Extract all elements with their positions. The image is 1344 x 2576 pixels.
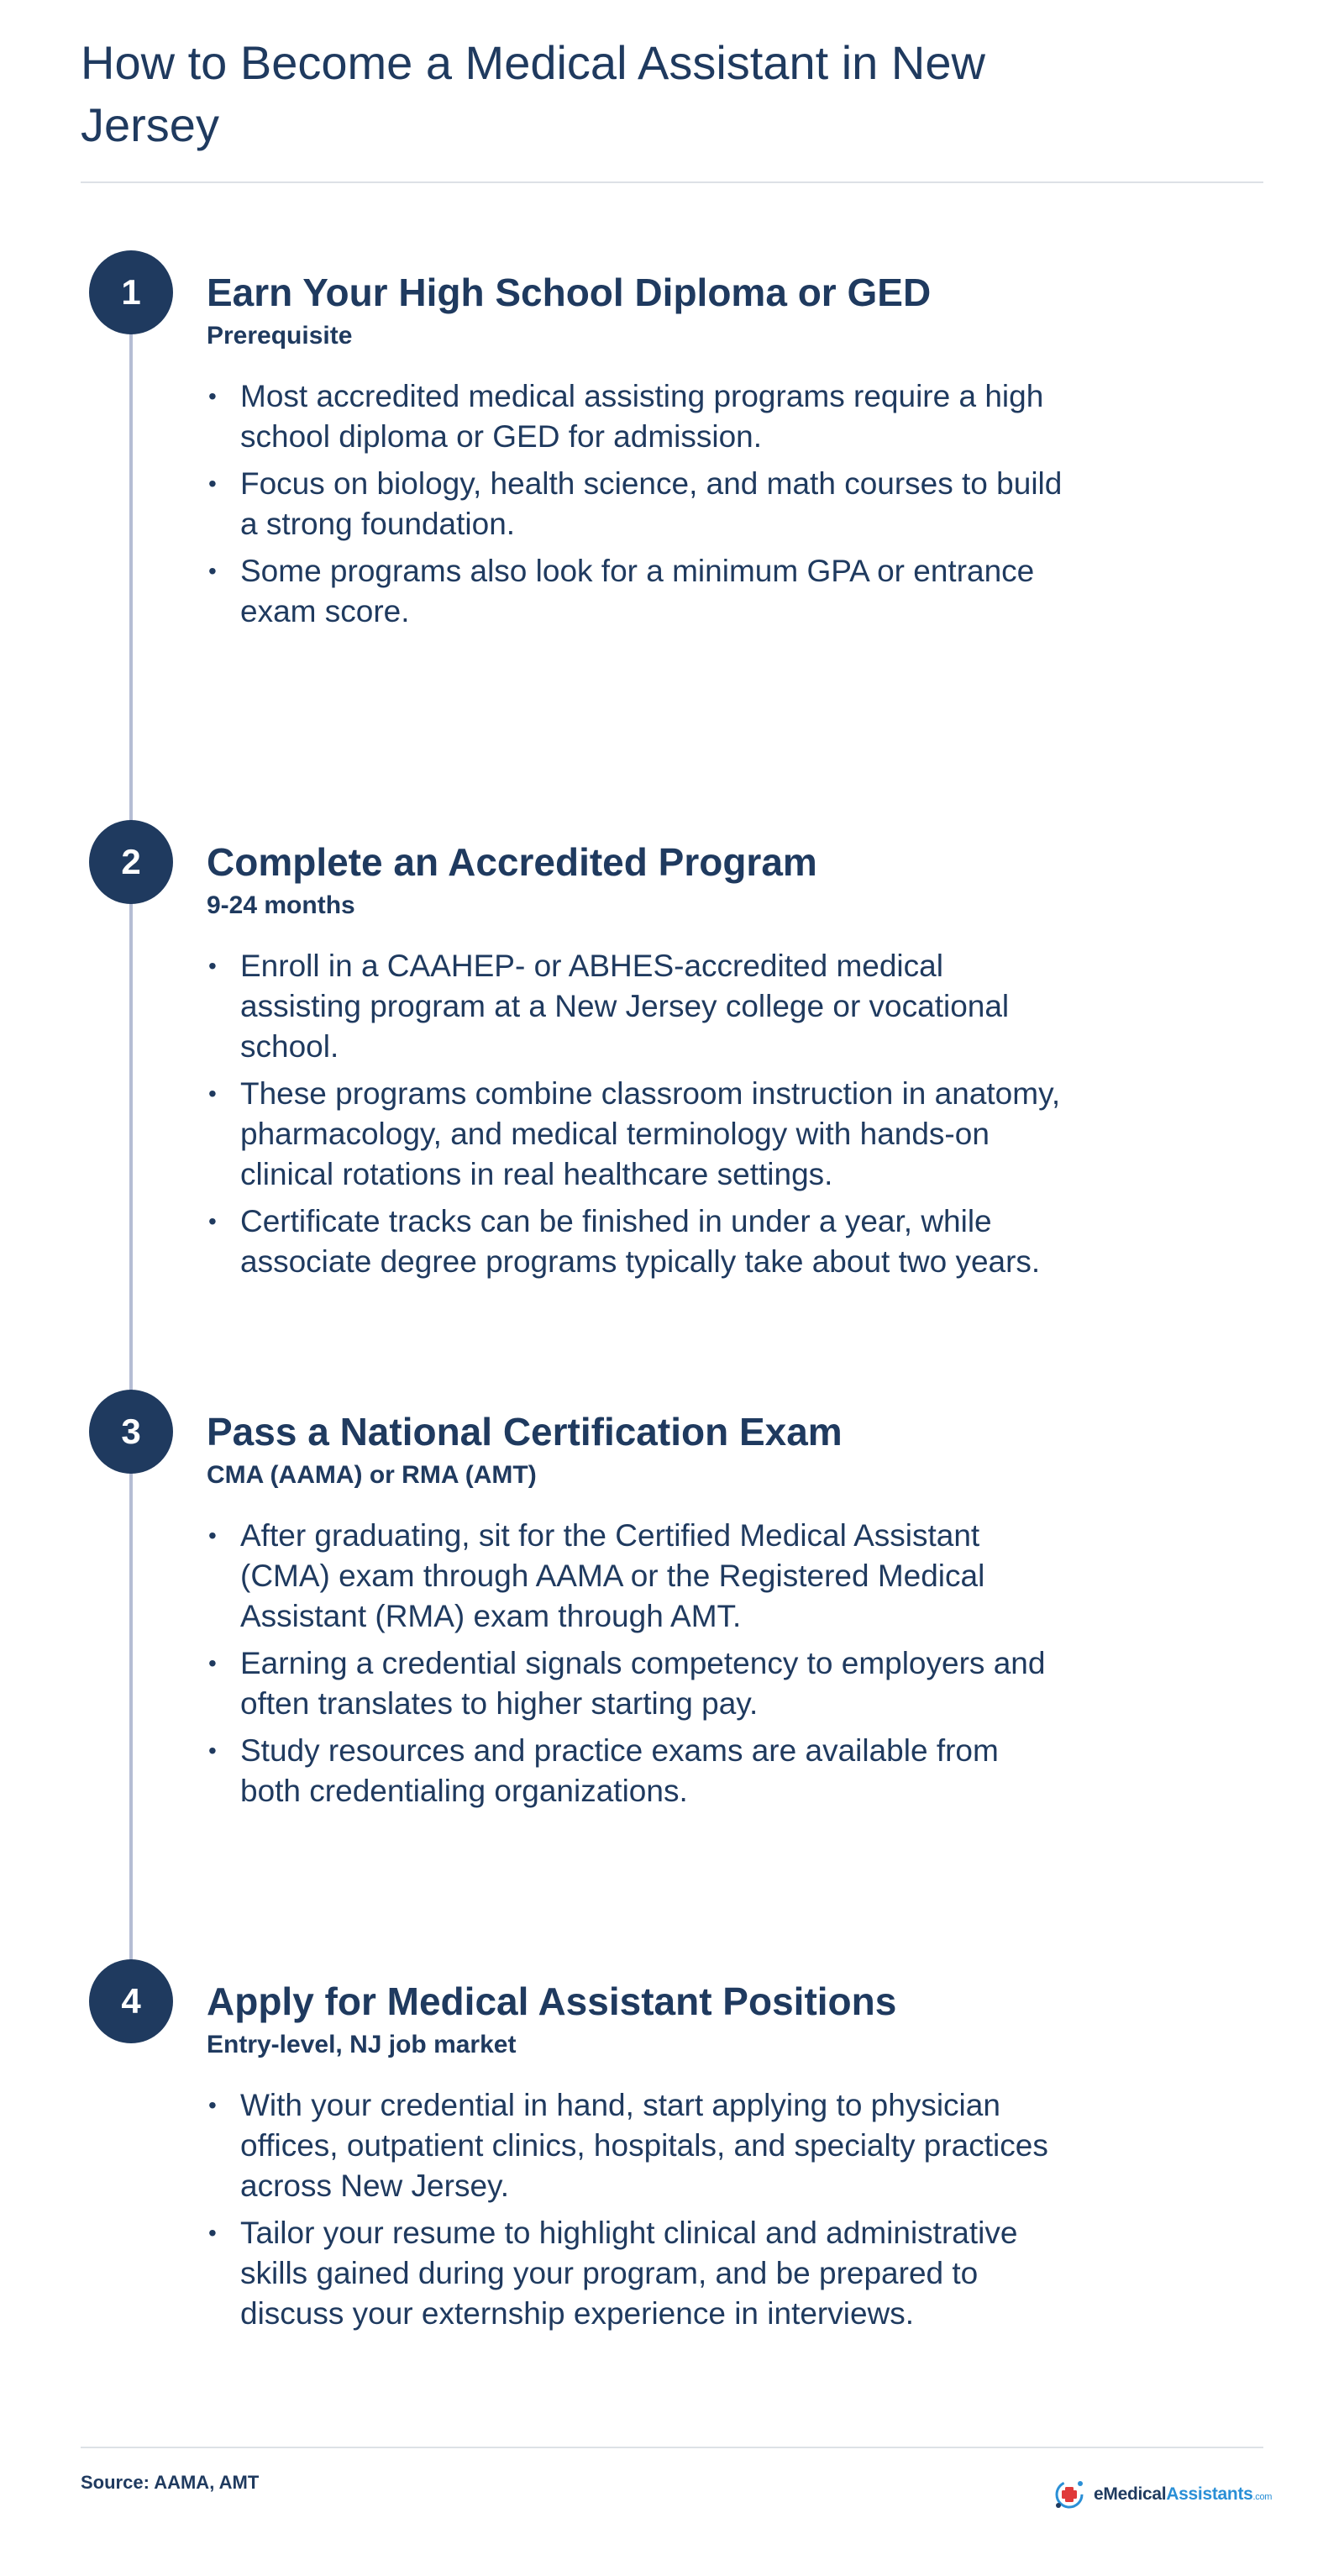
step-number-badge: 2 xyxy=(89,820,173,904)
bullet-item: • Earning a credential signals competency to employers and often translates to higher starting pay. xyxy=(207,1643,1063,1724)
step-title: Apply for Medical Assistant Positions xyxy=(207,1979,897,2023)
bullet-item: • These programs combine classroom instruction in anatomy, pharmacology, and medical terminology with hands-on clinical rotations in real healthcare settings. xyxy=(207,1074,1063,1195)
timeline-line xyxy=(129,292,133,2003)
bullet-item: • Some programs also look for a minimum GPA or entrance exam score. xyxy=(207,551,1063,632)
bullet-item: • Tailor your resume to highlight clinical and administrative skills gained during your program, and be prepared to discuss your externship experience in interviews. xyxy=(207,2213,1063,2334)
step-bullet-list xyxy=(207,946,1063,1289)
bullet-item: • Most accredited medical assisting programs require a high school diploma or GED for admission. xyxy=(207,376,1063,457)
brand-name-part1: eMedical xyxy=(1094,2484,1167,2504)
bullet-item: • Certificate tracks can be finished in under a year, while associate degree programs typically take about two years. xyxy=(207,1201,1063,1282)
bullet-item: • With your credential in hand, start applying to physician offices, outpatient clinics, hospitals, and specialty practices across New Jersey. xyxy=(207,2085,1063,2206)
header-divider xyxy=(81,181,1263,183)
step-number-badge: 3 xyxy=(89,1390,173,1474)
step-subtitle: Entry-level, NJ job market xyxy=(207,2031,517,2058)
step-title: Earn Your High School Diploma or GED xyxy=(207,271,932,314)
step-number-badge: 4 xyxy=(89,1959,173,2043)
step-number-badge: 1 xyxy=(89,250,173,334)
brand-name-part2: Assistants xyxy=(1166,2484,1253,2504)
footer-divider xyxy=(81,2447,1263,2448)
step-bullet-list xyxy=(207,1516,1063,1818)
step-title: Complete an Accredited Program xyxy=(207,840,817,884)
step-bullet-list xyxy=(207,376,1063,639)
bullet-item: • Enroll in a CAAHEP- or ABHES-accredited medical assisting program at a New Jersey college or vocational school. xyxy=(207,946,1063,1067)
step-subtitle: 9-24 months xyxy=(207,891,355,919)
medical-cross-logo-icon xyxy=(1050,2475,1089,2514)
brand-logo[interactable] xyxy=(1050,2475,1272,2514)
bullet-item: • Study resources and practice exams are available from both credentialing organizations. xyxy=(207,1731,1063,1811)
brand-logo-text xyxy=(1094,2484,1272,2505)
bullet-item: • After graduating, sit for the Certified Medical Assistant (CMA) exam through AAMA or the Registered Medical Assistant (RMA) exam through AMT. xyxy=(207,1516,1063,1637)
bullet-item: • Focus on biology, health science, and math courses to build a strong foundation. xyxy=(207,464,1063,544)
step-bullet-list xyxy=(207,2085,1063,2341)
page-title: How to Become a Medical Assistant in New Jersey xyxy=(81,36,985,151)
step-subtitle: CMA (AAMA) or RMA (AMT) xyxy=(207,1461,537,1489)
step-subtitle: Prerequisite xyxy=(207,322,353,350)
brand-name-suffix: .com xyxy=(1252,2492,1273,2502)
source-note: Source: AAMA, AMT xyxy=(81,2472,260,2493)
step-title: Pass a National Certification Exam xyxy=(207,1410,843,1454)
